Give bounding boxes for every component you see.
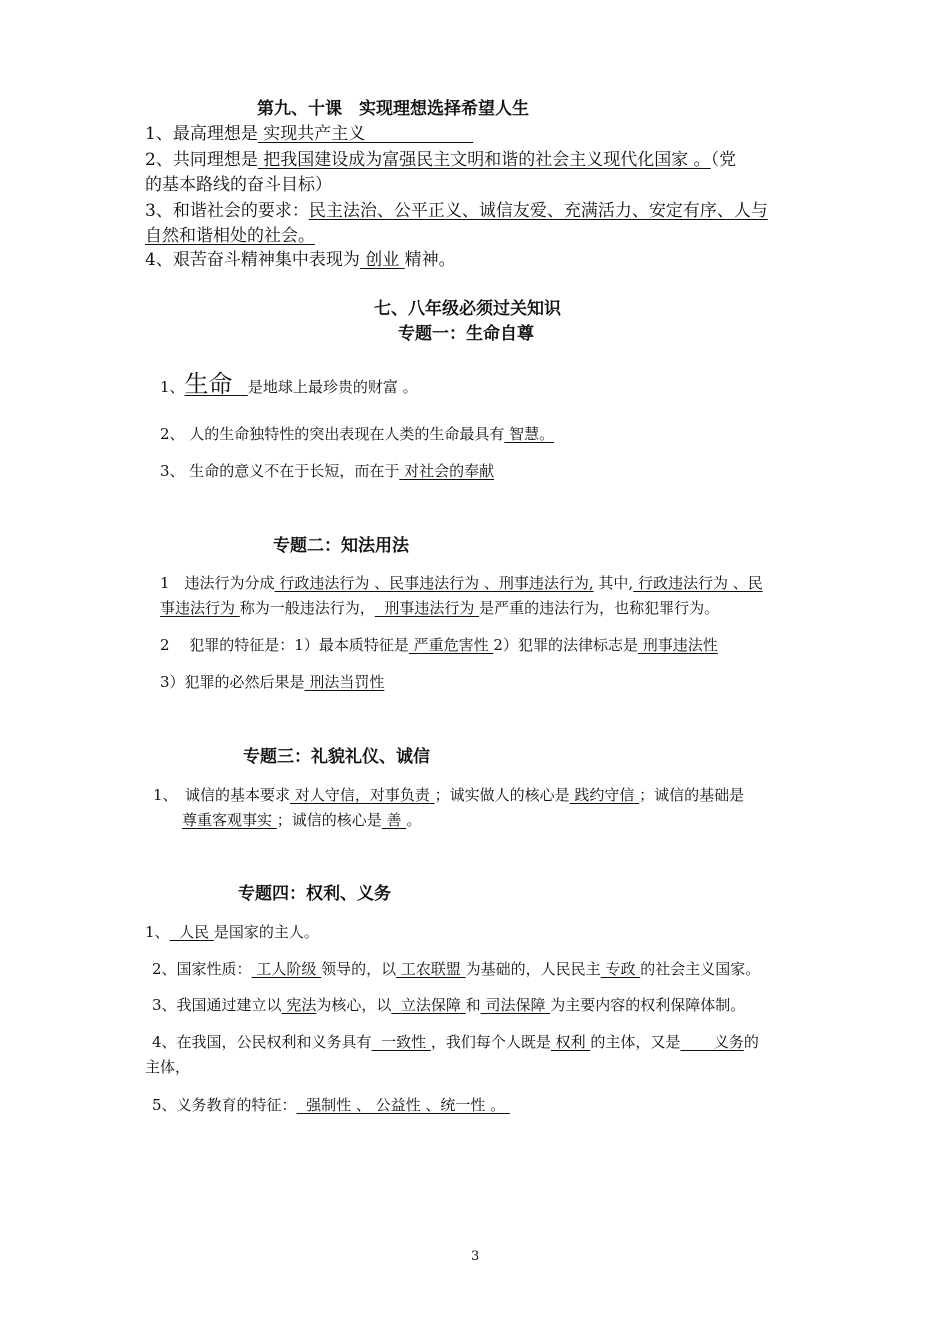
topic4-item-5: 5、义务教育的特征： 强制性 、 公益性 、统一性 。 (152, 1096, 510, 1114)
topic1-item-3: 3、 生命的意义不在于长短，而在于 对社会的奉献 (160, 462, 495, 480)
topic2-title: 专题二：知法用法 (273, 536, 409, 556)
topic4-item-3: 3、我国通过建立以 宪法为核心，以 立法保障 和 司法保障 为主要内容的权利保障体制。 (152, 996, 746, 1014)
topic4-title: 专题四：权利、义务 (238, 884, 391, 904)
lesson-item-2: 2、共同理想是 把我国建设成为富强民主文明和谐的社会主义现代化国家 。（党 (145, 150, 737, 170)
topic1-item-1: 1、生命 是地球上最珍贵的财富 。 (160, 370, 418, 398)
topic2-item-3: 3）犯罪的必然后果是 刑法当罚性 (160, 673, 385, 691)
topic1-item-2: 2、 人的生命独特性的突出表现在人类的生命最具有 智慧。 (160, 425, 555, 443)
page-number: 3 (471, 1249, 480, 1264)
topic1-title: 专题一：生命自尊 (398, 324, 534, 344)
topic4-item-2: 2、国家性质： 工人阶级 领导的，以 工农联盟 为基础的，人民民主 专政 的社会主义国家。 (152, 960, 761, 978)
lesson-item-1: 1、最高理想是 实现共产主义 (145, 124, 474, 144)
topic4-item-4-cont: 主体， (145, 1058, 191, 1076)
topic2-item-1-cont: 事违法行为 称为一般违法行为， 刑事违法行为 是严重的违法行为，也称犯罪行为。 (160, 599, 720, 617)
topic4-item-4: 4、在我国，公民权利和义务具有 一致性 ，我们每个人既是 权利 的主体，又是 义务的 (152, 1033, 759, 1051)
topic3-item-1-cont: 尊重客观事实 ；诚信的核心是 善 。 (182, 811, 422, 829)
lesson-item-4: 4、艰苦奋斗精神集中表现为 创业 精神。 (145, 250, 456, 270)
lesson-item-3-cont: 自然和谐相处的社会。 (145, 226, 315, 246)
topic4-item-1: 1、 人民 是国家的主人。 (145, 923, 319, 941)
lesson-item-2-cont: 的基本路线的奋斗目标） (145, 175, 332, 195)
topic3-title: 专题三：礼貌礼仪、诚信 (243, 747, 430, 767)
lesson-title: 第九、十课 实现理想选择希望人生 (257, 99, 529, 119)
topic2-item-2: 2 犯罪的特征是：1）最本质特征是 严重危害性 2）犯罪的法律标志是 刑事违法性 (160, 636, 718, 654)
topic2-item-1: 1 违法行为分成 行政违法行为 、民事违法行为 、刑事违法行为, 其中, 行政违法行为 、民 (160, 574, 763, 592)
topic3-item-1: 1、 诚信的基本要求 对人守信，对事负责 ；诚实做人的核心是 践约守信 ；诚信的基础是 (153, 786, 745, 804)
lesson-item-3: 3、和谐社会的要求：民主法治、公平正义、诚信友爱、充满活力、安定有序、人与 (145, 201, 768, 221)
grade8-title: 七、八年级必须过关知识 (374, 299, 561, 319)
